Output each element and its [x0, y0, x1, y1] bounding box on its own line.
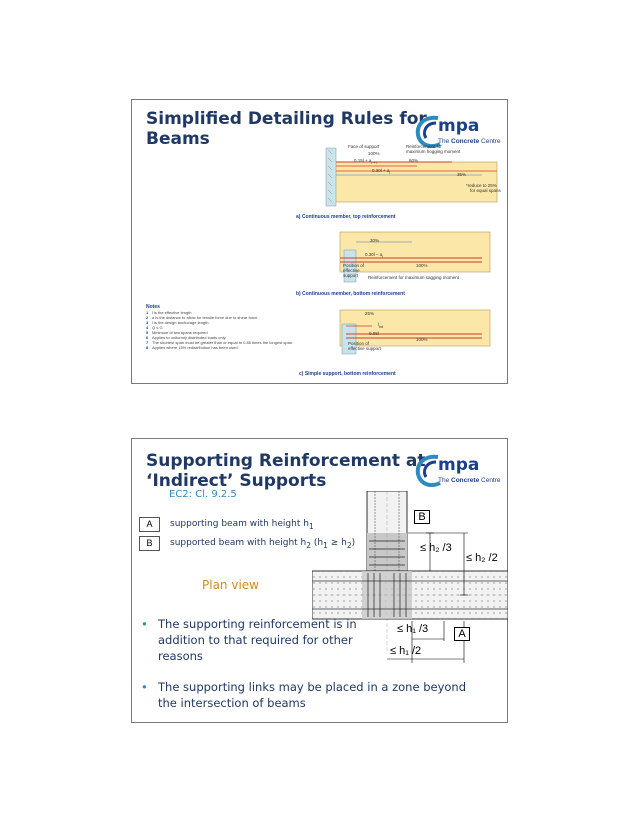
len-2: 0.30l + a: [372, 168, 390, 173]
note-num: 4: [146, 325, 149, 330]
dim-h2-half: ≤ h₂ /2: [466, 552, 498, 564]
len-1-sub: l + l: [371, 160, 378, 165]
label-b-pos-1: Position of: [343, 263, 365, 268]
label-a-note-1: *reduce to 25%: [466, 183, 497, 188]
legend-b-extra-c: ≥ h: [327, 538, 347, 548]
note-num: 1: [146, 310, 149, 315]
bullet-line: addition to that required for other: [158, 633, 353, 647]
bullet-dot-icon: •: [141, 680, 148, 694]
note-num: 3: [146, 320, 149, 325]
label-c-small: 0.08l: [369, 331, 379, 336]
bullet-dot-icon: •: [141, 617, 148, 631]
legend-b-close: ): [351, 538, 356, 548]
legend-box-b: B: [139, 536, 160, 551]
logo-sub-end: Centre: [479, 138, 501, 145]
logo-sub-plain: The: [438, 477, 452, 484]
label-a-len-2: [372, 168, 390, 176]
len-2-sub: l: [389, 170, 391, 175]
legend-box-a: A: [139, 517, 160, 532]
caption-a: a) Continuous member, top reinforcement: [296, 214, 396, 220]
slide-simplified-detailing: [131, 99, 508, 384]
label-b-reinf: Reinforcement for maximum sagging moment: [368, 275, 460, 280]
label-face-of-support: Face of support: [348, 144, 380, 149]
label-a-note-2: for equal spans: [470, 188, 501, 193]
note-num: 7: [146, 340, 149, 345]
slide-title: [146, 451, 426, 491]
label-b-100: 100%: [416, 263, 428, 268]
label-reinf-hogging-1: Reinforcement for: [406, 144, 442, 149]
logo-brand: mpa: [438, 455, 480, 475]
note-num: 2: [146, 315, 149, 320]
logo-subtitle: [438, 477, 501, 484]
note-text: Applies where 15% redistribution has been used.: [152, 345, 239, 350]
dim-h1-third: ≤ h₁ /3: [397, 623, 429, 635]
note-text: l is the design anchorage length.: [152, 320, 210, 325]
dim-h1-half: ≤ h₁ /2: [390, 645, 422, 657]
notes-block: [146, 305, 316, 350]
title-line-2: ‘Indirect’ Supports: [146, 471, 327, 491]
title-line-1: Supporting Reinforcement at: [146, 451, 426, 471]
caption-c: c) Simple support, bottom reinforcement: [299, 371, 396, 377]
label-b-pos-3: support: [343, 273, 359, 278]
note-num: 6: [146, 335, 149, 340]
logo-sub-end: Centre: [479, 477, 501, 484]
bullet-line: the intersection of beams: [158, 696, 306, 710]
caption-b: b) Continuous member, bottom reinforcement: [296, 291, 405, 297]
note-text: Applies to uniformly distributed loads only.: [152, 335, 227, 340]
legend-b-sub-end: 2: [346, 540, 352, 550]
len-1: 0.15l + a: [354, 158, 372, 163]
label-a-100: 100%: [368, 151, 380, 156]
note-num: 8: [146, 345, 149, 350]
note-text: l is the effective length: [152, 310, 192, 315]
bullet-item: [141, 679, 466, 711]
plan-view-label: Plan view: [202, 578, 259, 592]
c-lbd: l: [378, 322, 379, 327]
note-item: [146, 345, 316, 350]
legend-a-sub: 1: [308, 521, 314, 531]
b-len-sub: l: [382, 254, 384, 259]
note-text: a is the distance to allow for tensile force due to shear force.: [152, 315, 259, 320]
label-c-lbd: [378, 322, 383, 330]
title-line-1: Simplified Detailing Rules for: [146, 109, 427, 129]
logo-brand: mpa: [438, 116, 480, 136]
label-a-len-1: [354, 158, 377, 166]
note-num: 5: [146, 330, 149, 335]
logo-sub-bold: Concrete: [451, 138, 480, 145]
label-b-30: 30%: [370, 238, 380, 243]
bullet-line: The supporting reinforcement is in: [158, 617, 357, 631]
bullet-item: [141, 616, 357, 664]
bullet-line: The supporting links may be placed in a zone beyond: [158, 680, 466, 694]
label-reinf-hogging-2: maximum hogging moment: [406, 149, 461, 154]
legend-a-text: supporting beam with height h: [170, 519, 309, 529]
legend-b-extra-b: 1: [323, 540, 328, 550]
legend-b-extra-a: (h: [311, 538, 324, 548]
notes-heading: Notes: [146, 304, 160, 310]
legend-b-sub: 2: [306, 540, 312, 550]
label-b-pos-2: effective: [343, 268, 360, 273]
figure-label-b: B: [414, 510, 430, 524]
label-c-25: 25%: [365, 311, 375, 316]
c-lbd-sub: bd: [379, 324, 384, 329]
logo-sub-plain: The: [438, 138, 452, 145]
label-a-35: 35%: [457, 172, 467, 177]
bullet-line: reasons: [158, 649, 203, 663]
slide-indirect-supports: [131, 438, 508, 723]
label-b-len: [365, 252, 383, 260]
note-text: Q ≤ G: [152, 325, 163, 330]
clause-reference: EC2: Cl. 9.2.5: [169, 489, 237, 500]
label-c-100: 100%: [416, 337, 428, 342]
figure-label-a: A: [454, 627, 470, 641]
label-c-pos-2: effective support: [348, 346, 381, 351]
b-len: 0.30l – a: [365, 252, 383, 257]
logo-sub-bold: Concrete: [451, 477, 480, 484]
note-text: The shortest span must be greater than or equal to 0.85 times the longest span.: [152, 340, 294, 345]
legend-b-text: supported beam with height h: [170, 538, 307, 548]
dim-h2-third: ≤ h₂ /3: [420, 542, 452, 554]
mpa-logo: [412, 453, 504, 493]
label-a-60: 60%: [409, 158, 419, 163]
label-c-pos-1: Position of: [348, 341, 370, 346]
note-text: Minimum of two spans required: [152, 330, 208, 335]
title-line-2: Beams: [146, 129, 210, 149]
legend-text-a: [170, 519, 314, 531]
